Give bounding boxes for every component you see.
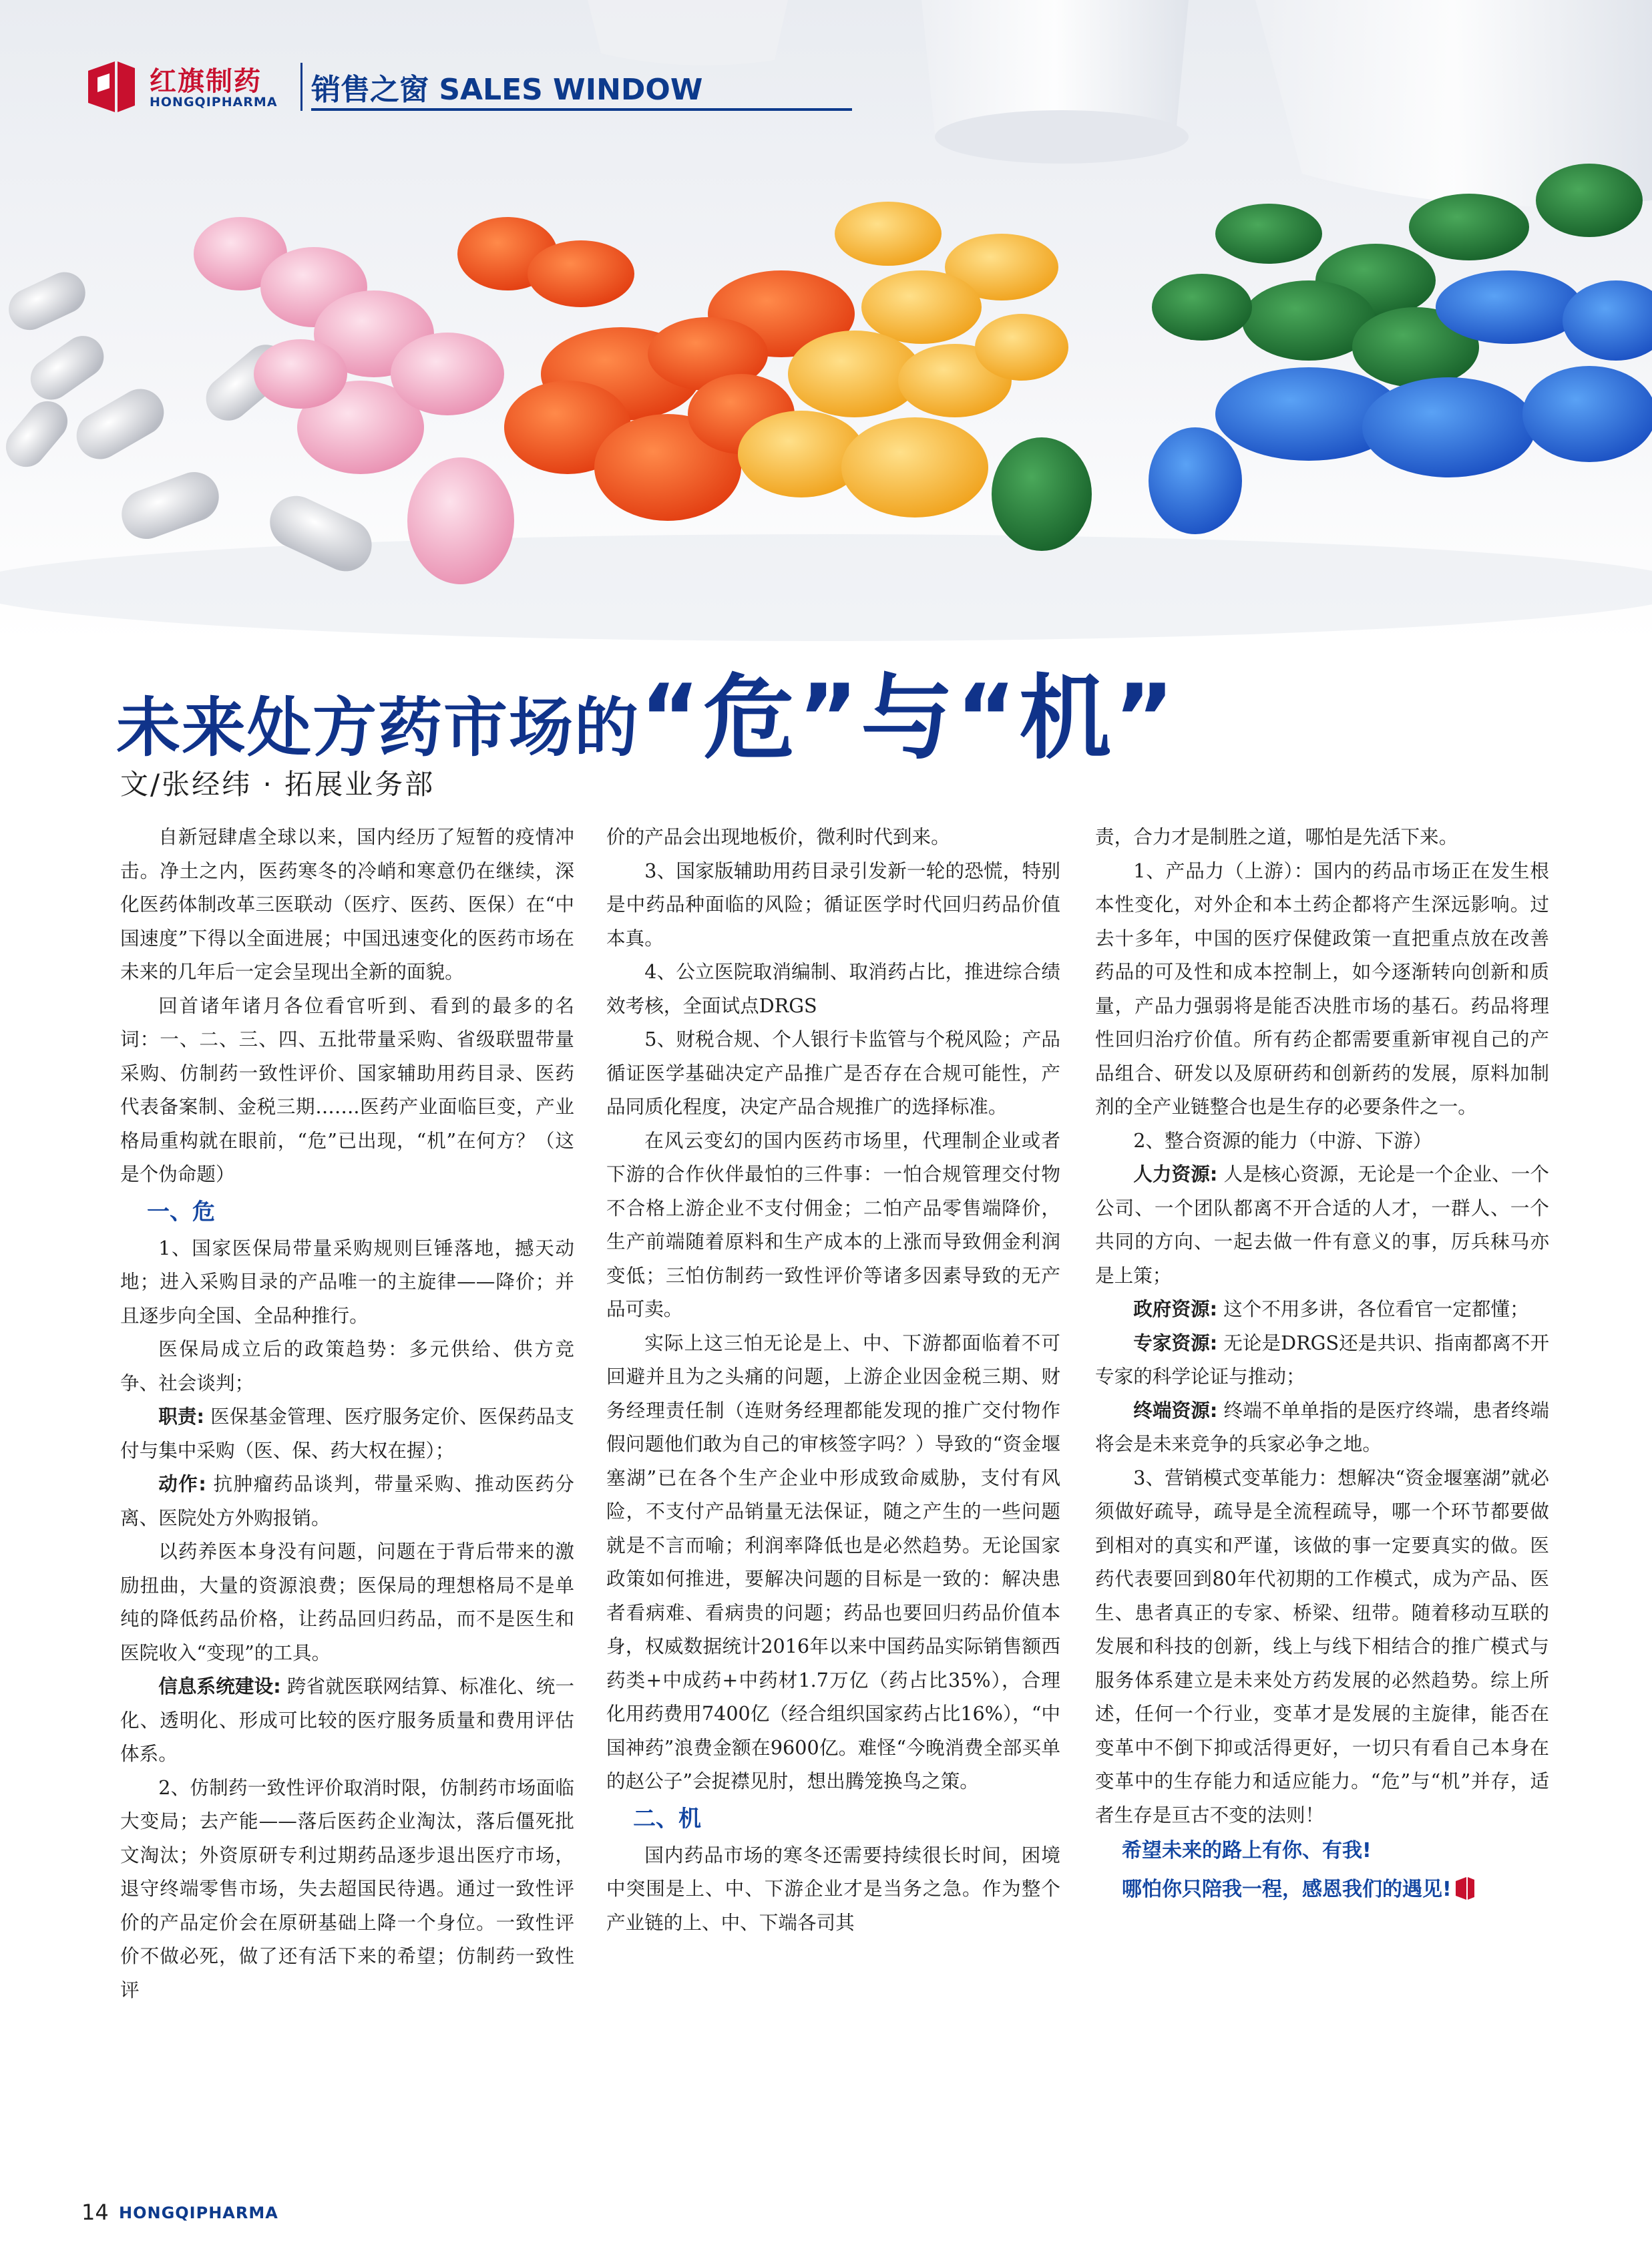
section-label: 销售之窗 SALES WINDOW (311, 73, 703, 107)
paragraph: 医保局成立后的政策趋势：多元供给、供方竞争、社会谈判； (120, 1338, 574, 1394)
paragraph (120, 1400, 574, 1467)
byline: 文/张经纬 · 拓展业务部 (120, 768, 435, 801)
paragraph (1095, 1326, 1549, 1394)
keyword-label: 政府资源: (1133, 1297, 1217, 1320)
column-2 (606, 820, 1060, 1939)
paragraph (1095, 1157, 1549, 1292)
hongqi-logo-icon (88, 61, 135, 112)
title-main: 未来处方药市场的 (116, 690, 640, 765)
paragraph: 在风云变幻的国内医药市场里，代理制企业或者下游的合作伙伴最怕的三件事：一怕合规管理交付物不合格上游企业不支付佣金；二怕产品零售端降价，生产前端随着原料和生产成本的上涨而导致佣金利润变低；三怕仿制药一致性评价等诸多因素导致的无产品可卖。 (606, 1129, 1060, 1320)
paragraph: 实际上这三怕无论是上、中、下游都面临着不可回避并且为之头痛的问题，上游企业因金税三期、财务经理责任制（连财务经理都能发现的推广交付物作假问题他们敢为自己的审核签字吗？）导致的“资金堰塞湖”已在各个生产企业中形成致命威胁，支付有风险，不支付产品销量无法保证，随之产生的一些问题就是不言而喻；利润率降低也是必然趋势。无论国家政策如何推进，要解决问题的目标是一致的：解决患者看病难、看病贵的问题；药品也要回归药品价值本身，权威数据统计2016年以来中国药品实际销售额西药类+中成药+中药材1.7万亿（药占比35%），合理化用药费用7400亿（经合组织国家药占比16%），“中国神药”浪费金额在9600亿。难怪“今晚消费全部买单的赵公子”会捉襟见肘，想出腾笼换鸟之策。 (606, 1331, 1060, 1792)
masthead-divider (300, 63, 302, 111)
paragraph-text: 这个不用多讲，各位看官一定都懂； (1217, 1297, 1529, 1320)
paragraph-text: 人是核心资源，无论是一个企业、一个公司、一个团队都离不开合适的人才，一群人、一个共同的方向、一起去做一件有意义的事，厉兵秣马亦是上策； (1095, 1163, 1549, 1287)
paragraph-text: 无论是DRGS还是共识、指南都离不开专家的科学论证与推动； (1095, 1331, 1549, 1388)
section-heading-danger: 一、危 (147, 1198, 215, 1225)
masthead-rule (311, 108, 852, 111)
closing-text: 哪怕你只陪我一程，感恩我们的遇见! (1122, 1878, 1452, 1901)
section-heading-opportunity: 二、机 (633, 1805, 701, 1832)
brand-name-chinese: 红旗制药 (150, 66, 262, 97)
keyword-label: 职责: (158, 1405, 204, 1428)
keyword-label: 动作: (158, 1472, 206, 1495)
paragraph-text: 跨省就医联网结算、标准化、统一化、透明化、形成可比较的医疗服务质量和费用评估体系。 (120, 1675, 574, 1765)
paragraph: 自新冠肆虐全球以来，国内经历了短暂的疫情冲击。净土之内，医药寒冬的冷峭和寒意仍在继续，深化医药体制改革三医联动（医疗、医药、医保）在“中国速度”下得以全面进展；中国迅速变化的医药市场在未来的几年后一定会呈现出全新的面貌。 (120, 825, 574, 983)
paragraph-text: 医保基金管理、医疗服务定价、医保药品支付与集中采购（医、保、药大权在握）； (120, 1405, 574, 1462)
paragraph (120, 1467, 574, 1535)
column-3 (1095, 820, 1549, 1909)
paragraph: 回首诸年诸月各位看官听到、看到的最多的名词：一、二、三、四、五批带量采购、省级联盟带量采购、仿制药一致性评价、国家辅助用药目录、医药代表备案制、金税三期…….医药产业面临巨变，产业格局重构就在眼前，“危”已出现，“机”在何方？（这是个伪命题） (120, 994, 574, 1185)
masthead (88, 59, 763, 119)
paragraph: 3、营销模式变革能力：想解决“资金堰塞湖”就必须做好疏导，疏导是全流程疏导，哪一个环节都要做到相对的真实和严谨，该做的事一定要真实的做。医药代表要回到80年代初期的工作模式，成为产品、医生、患者真正的专家、桥梁、纽带。随着移动互联的发展和科技的创新，线上与线下相结合的推广模式与服务体系建立是未来处方药发展的必然趋势。综上所述，任何一个行业，变革才是发展的主旋律，能否在变革中不倒下抑或活得更好，一切只有看自己本身在变革中的生存能力和适应能力。“危”与“机”并存，适者生存是亘古不变的法则！ (1095, 1466, 1549, 1826)
paragraph (1095, 1292, 1549, 1326)
end-mark-icon (1456, 1877, 1474, 1900)
paragraph: 5、财税合规、个人银行卡监管与个税风险；产品循证医学基础决定产品推广是否存在合规可能性，产品同质化程度，决定产品合规推广的选择标准。 (606, 1028, 1060, 1118)
paragraph-text: 终端不单单指的是医疗终端，患者终端将会是未来竞争的兵家必争之地。 (1095, 1398, 1549, 1455)
paragraph: 3、国家版辅助用药目录引发新一轮的恐慌，特别是中药品种面临的风险；循证医学时代回归药品价值本真。 (606, 859, 1060, 950)
paragraph-text: 抗肿瘤药品谈判，带量采购、推动医药分离、医院处方外购报销。 (120, 1472, 575, 1529)
article-title (116, 644, 1585, 772)
keyword-label: 人力资源: (1133, 1163, 1218, 1185)
title-emphasis: “危”与“机” (640, 664, 1177, 772)
paragraph: 2、仿制药一致性评价取消时限，仿制药市场面临大变局；去产能——落后医药企业淘汰，落后僵死批文淘汰；外资原研专利过期药品逐步退出医疗市场，退守终端零售市场，失去超国民待遇。通过一致性评价的产品定价会在原研基础上降一个身位。一致性评价不做必死，做了还有活下来的希望；仿制药一致性评 (120, 1776, 574, 2001)
keyword-label: 终端资源: (1133, 1398, 1218, 1422)
paragraph: 1、国家医保局带量采购规则巨锤落地，撼天动地；进入采购目录的产品唯一的主旋律——降价；并且逐步向全国、全品种推行。 (120, 1236, 574, 1327)
paragraph: 以药养医本身没有问题，问题在于背后带来的激励扭曲，大量的资源浪费；医保局的理想格局不是单纯的降低药品价格，让药品回归药品，而不是医生和医院收入“变现”的工具。 (120, 1540, 574, 1664)
paragraph (120, 1669, 574, 1771)
closing-line: 希望未来的路上有你、有我! (1122, 1839, 1372, 1862)
paragraph: 2、整合资源的能力（中游、下游） (1133, 1129, 1432, 1152)
closing-line (1095, 1870, 1549, 1909)
column-1 (120, 820, 574, 2007)
paragraph (1095, 1394, 1549, 1461)
paragraph: 责，合力才是制胜之道，哪怕是先活下来。 (1095, 825, 1458, 848)
footer-brand: HONGQIPHARMA (119, 2204, 278, 2222)
paragraph: 1、产品力（上游）：国内的药品市场正在发生根本性变化，对外企和本土药企都将产生深远影响。过去十多年，中国的医疗保健政策一直把重点放在改善药品的可及性和成本控制上，如今逐渐转向创新和质量，产品力强弱将是能否决胜市场的基石。药品将理性回归治疗价值。所有药企都需要重新审视自己的产品组合、研发以及原研药和创新药的发展，原料加制剂的全产业链整合也是生存的必要条件之一。 (1095, 859, 1549, 1118)
keyword-label: 信息系统建设: (158, 1675, 281, 1697)
paragraph: 价的产品会出现地板价，微利时代到来。 (606, 825, 950, 848)
brand-name-english: HONGQIPHARMA (150, 95, 278, 110)
paragraph: 4、公立医院取消编制、取消药占比，推进综合绩效考核，全面试点DRGS (606, 960, 1060, 1017)
paragraph: 国内药品市场的寒冬还需要持续很长时间，困境中突围是上、中、下游企业才是当务之急。作为整个产业链的上、中、下端各司其 (606, 1843, 1060, 1934)
page-number: 14 (81, 2200, 109, 2225)
keyword-label: 专家资源: (1133, 1331, 1218, 1354)
